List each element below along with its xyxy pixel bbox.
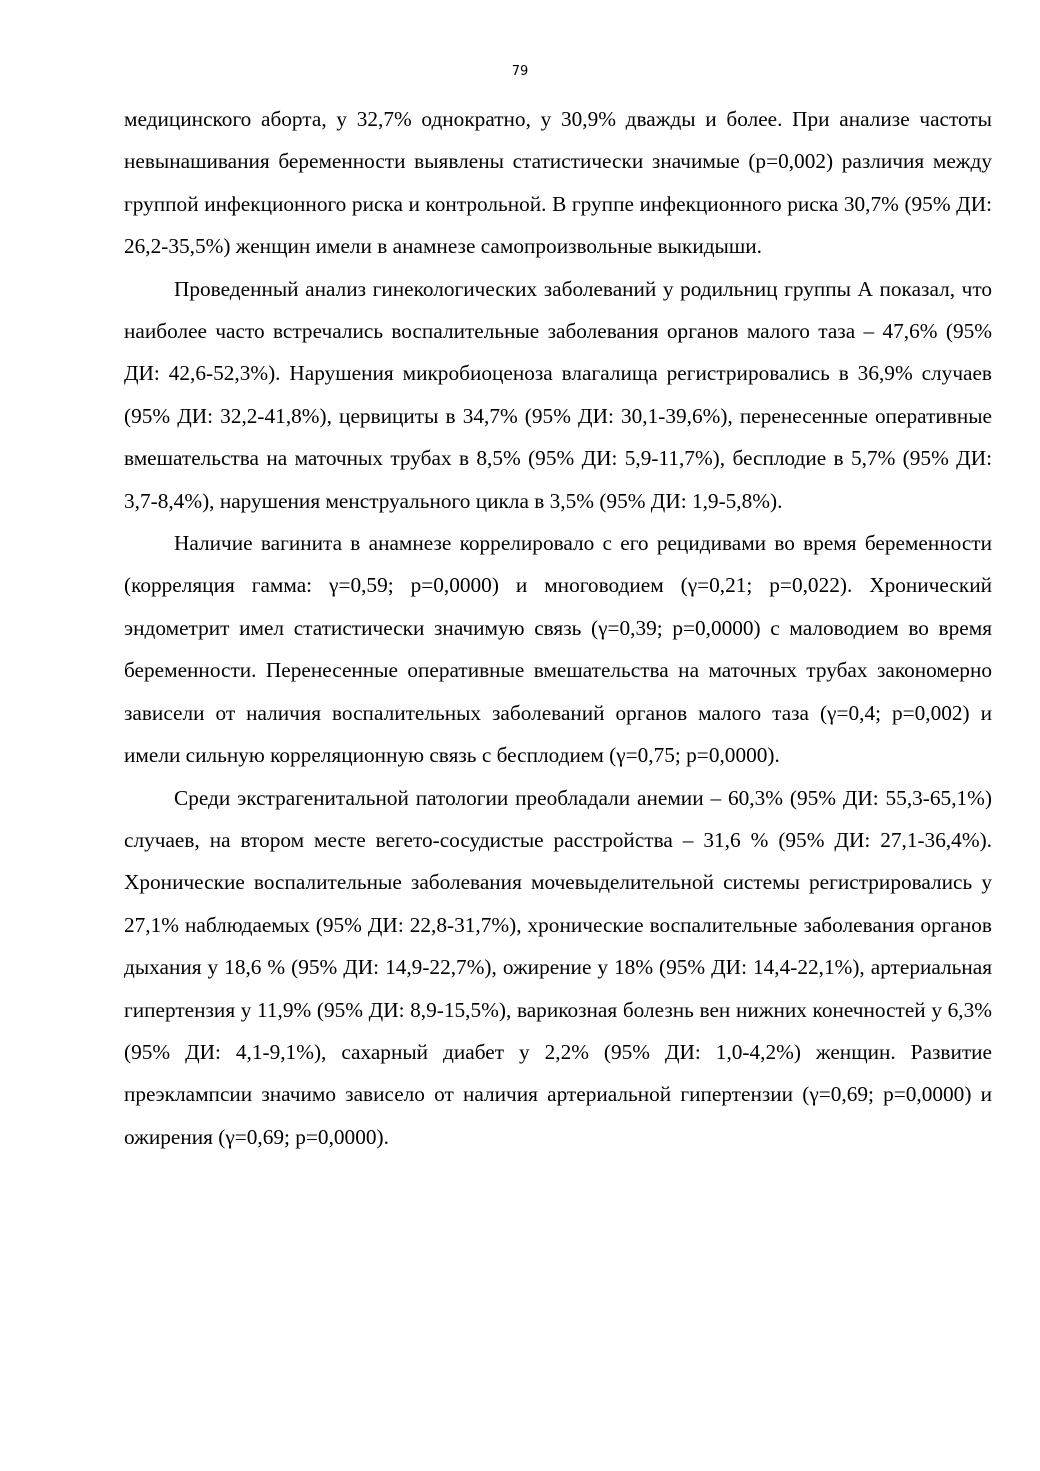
document-body xyxy=(124,98,992,1158)
paragraph-vaginitis-correlation: Наличие вагинита в анамнезе коррелировало с его рецидивами во время беременности (корреляция гамма: γ=0,59; р=0,0000) и многоводием (γ=0,21; р=0,022). Хронический эндометрит имел статистически значимую связь (γ=0,39; р=0,0000) с маловодием во время беременности. Перенесенные оперативные вмешательства на маточных трубах закономерно зависели от наличия воспалительных заболеваний органов малого таза (γ=0,4; р=0,002) и имели сильную корреляционную связь с бесплодием (γ=0,75; р=0,0000). xyxy=(124,531,992,768)
paragraph-extragenital-pathology: Среди экстрагенитальной патологии преобладали анемии – 60,3% (95% ДИ: 55,3-65,1%) случаев, на втором месте вегето-сосудистые расстройства – 31,6 % (95% ДИ: 27,1-36,4%). Хронические воспалительные заболевания мочевыделительной системы регистрировались у 27,1% наблюдаемых (95% ДИ: 22,8-31,7%), хронические воспалительные заболевания органов дыхания у 18,6 % (95% ДИ: 14,9-22,7%), ожирение у 18% (95% ДИ: 14,4-22,1%), артериальная гипертензия у 11,9% (95% ДИ: 8,9-15,5%), варикозная болезнь вен нижних конечностей у 6,3% (95% ДИ: 4,1-9,1%), сахарный диабет у 2,2% (95% ДИ: 1,0-4,2%) женщин. Развитие преэклампсии значимо зависело от наличия артериальной гипертензии (γ=0,69; р=0,0000) и ожирения (γ=0,69; р=0,0000). xyxy=(124,785,992,1149)
paragraph-gynecological-diseases: Проведенный анализ гинекологических заболеваний у родильниц группы А показал, что наиболее часто встречались воспалительные заболевания органов малого таза – 47,6% (95% ДИ: 42,6-52,3%). Нарушения микробиоценоза влагалища регистрировались в 36,9% случаев (95% ДИ: 32,2-41,8%), цервициты в 34,7% (95% ДИ: 30,1-39,6%), перенесенные оперативные вмешательства на маточных трубах в 8,5% (95% ДИ: 5,9-11,7%), бесплодие в 5,7% (95% ДИ: 3,7-8,4%), нарушения менструального цикла в 3,5% (95% ДИ: 1,9-5,8%). xyxy=(124,276,992,513)
page-number: 79 xyxy=(511,64,529,79)
paragraph-continuation: медицинского аборта, у 32,7% однократно, у 30,9% дважды и более. При анализе частоты невынашивания беременности выявлены статистически значимые (р=0,002) различия между группой инфекционного риска и контрольной. В группе инфекционного риска 30,7% (95% ДИ: 26,2-35,5%) женщин имели в анамнезе самопроизвольные выкидыши. xyxy=(124,107,992,259)
